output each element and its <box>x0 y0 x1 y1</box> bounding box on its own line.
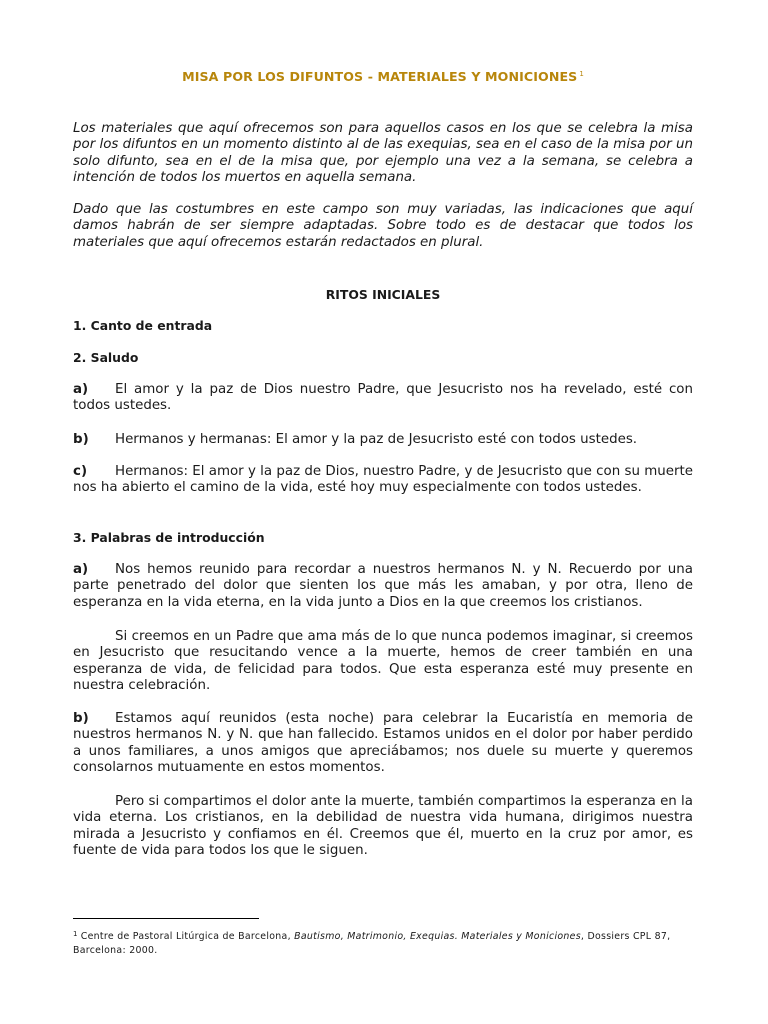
footnote-title: Bautismo, Matrimonio, Exequias. Materiales y Moniciones <box>294 931 581 942</box>
saludo-item-a <box>73 382 693 415</box>
item-text: Hermanos y hermanas: El amor y la paz de Jesucristo esté con todos ustedes. <box>115 432 638 447</box>
heading-saludo: 2. Saludo <box>73 350 139 365</box>
item-text: Nos hemos reunido para recordar a nuestros hermanos N. y N. Recuerdo por una parte penetrado del dolor que sienten los que más les amaban, y por otra, lleno de esperanza en la vida eterna, en la vida junto a Dios en la que creemos los cristianos. <box>73 562 693 610</box>
footnote-divider <box>73 918 259 919</box>
intro-item-b-continuation: Pero si compartimos el dolor ante la muerte, también compartimos la esperanza en la vida eterna. Los cristianos, en la debilidad de nuestra vida humana, dirigimos nuestra mirada a Jesucristo y confiamos en él. Creemos que él, muerto en la cruz por amor, es fuente de vida para todos los que le siguen. <box>73 794 693 858</box>
item-text: Estamos aquí reunidos (esta noche) para celebrar la Eucaristía en memoria de nuestros hermanos N. y N. que han fallecido. Estamos unidos en el dolor por haber perdido a unos familiares, a unos amigos que apreciábamos; nos duele su muerte y queremos consolarnos mutuamente en estos momentos. <box>73 711 693 775</box>
saludo-item-c <box>73 464 693 497</box>
heading-palabras: 3. Palabras de introducción <box>73 530 265 545</box>
item-label: b) <box>73 432 89 447</box>
title-footnote-mark[interactable]: 1 <box>579 70 584 78</box>
footnote-suffix: , Dossiers CPL 87, Barcelona: 2000. <box>73 931 671 956</box>
item-label: a) <box>73 562 89 577</box>
item-label: c) <box>73 464 88 479</box>
item-text: El amor y la paz de Dios nuestro Padre, que Jesucristo nos ha revelado, esté con todos ustedes. <box>73 382 693 414</box>
intro-item-a <box>73 562 693 611</box>
intro-paragraph-2: Dado que las costumbres en este campo son muy variadas, las indicaciones que aquí damos habrán de ser siempre adaptadas. Sobre todo es de destacar que todos los materiales que aquí ofrecemos estarán redactados en plural. <box>73 202 693 250</box>
footnote-mark: 1 <box>73 930 78 938</box>
item-label: b) <box>73 711 89 726</box>
section-title: RITOS INICIALES <box>325 287 441 302</box>
intro-item-b <box>73 711 693 776</box>
intro-paragraph-1: Los materiales que aquí ofrecemos son para aquellos casos en los que se celebra la misa por los difuntos en un momento distinto al de las exequias, sea en el caso de la misa por un solo difunto, sea en el de la misa que, por ejemplo una vez a la semana, se celebra a intención de todos los muertos en aquella semana. <box>73 121 693 185</box>
item-text: Hermanos: El amor y la paz de Dios, nuestro Padre, y de Jesucristo que con su muerte nos ha abierto el camino de la vida, esté hoy muy especialmente con todos ustedes. <box>73 464 693 496</box>
intro-item-a-continuation: Si creemos en un Padre que ama más de lo que nunca podemos imaginar, si creemos en Jesucristo que resucitando vence a la muerte, hemos de creer también en una esperanza de vida, de felicidad para todos. Que esta esperanza esté muy presente en nuestra celebración. <box>73 629 693 693</box>
item-label: a) <box>73 382 89 397</box>
heading-canto: 1. Canto de entrada <box>73 318 213 333</box>
saludo-item-b <box>73 432 693 448</box>
footnote-prefix: Centre de Pastoral Litúrgica de Barcelona, <box>80 931 295 942</box>
footnote <box>73 927 693 958</box>
title-text: MISA POR LOS DIFUNTOS - MATERIALES Y MONICIONES <box>182 69 578 84</box>
document-title <box>73 69 693 84</box>
